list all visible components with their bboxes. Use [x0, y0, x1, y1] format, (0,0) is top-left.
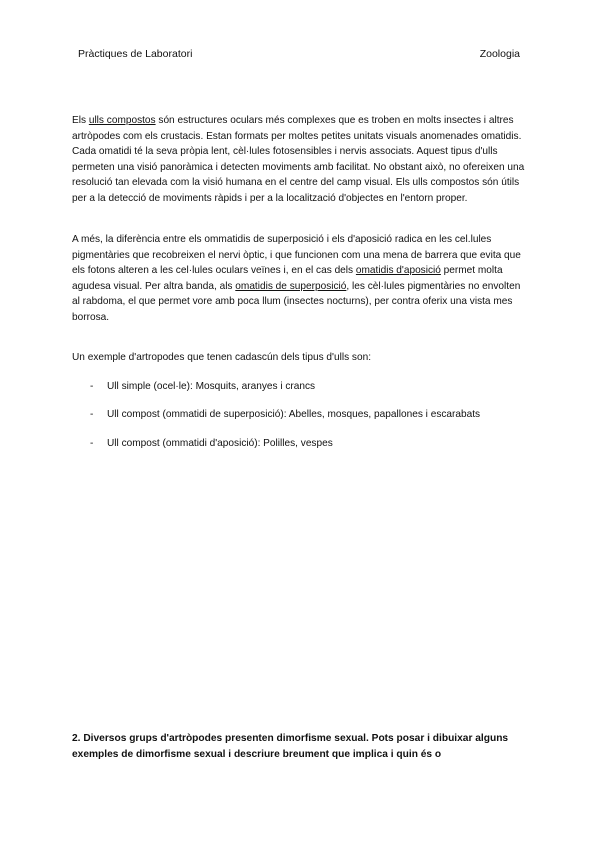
list-dash: -	[90, 409, 94, 420]
paragraph-compound-eyes	[72, 113, 528, 206]
list-item-text: Ull compost (ommatidi d'aposició): Polilles, vespes	[107, 438, 333, 449]
paragraph-ommatidia-difference	[72, 232, 528, 325]
list-dash: -	[90, 381, 94, 392]
link-omatidis-superposicio[interactable]: omatidis de superposició	[235, 280, 347, 292]
paragraph2-part1: A més, la diferència entre els ommatidis de superposició i els d'aposició radica en les cel.lules pigmentàries que recobreixen el nervi òptic, i que funcionen com una mena de barrera que evita que els fotons alteren a les cel·lules oculars veïnes i, en el cas dels	[72, 234, 521, 276]
header-subject: Zoologia	[479, 48, 520, 60]
examples-intro: Un exemple d'artropodes que tenen cadascún dels tipus d'ulls son:	[72, 352, 372, 363]
list-item-text: Ull compost (ommatidi de superposició): Abelles, mosques, papallones i escarabats	[107, 409, 481, 420]
paragraph2-part2: permet molta agudesa visual. Per altra banda, als	[72, 265, 503, 292]
link-ulls-compostos[interactable]: ulls compostos	[88, 115, 156, 126]
paragraph1-post: són estructures oculars més complexes que es troben en molts insectes i altres artròpodes com els crustacis. Estan formats per moltes petites unitats visuals anomenades omatidis. Cada omatidi té la seva pròpia lent, cèl·lules fotosensibles i nervis associats. Aquest tipus d'ulls permeten una visió panoràmica i detecten moviments amb facilitat. No obstant això, no ofereixen una resolució tan elevada com la visió humana en el centre del camp visual. Els ulls compostos són útils per a la detecció de moviments ràpids i per a la localització d'objectes en l'entorn proper.	[72, 115, 525, 204]
question-2-heading: 2. Diversos grups d'artròpodes presenten dimorfisme sexual. Pots posar i dibuixar alguns exemples de dimorfisme sexual i descriure breument que implica i quin és o	[72, 733, 509, 760]
paragraph2-part3: , les cèl·lules pigmentàries no envolten al rabdoma, el que permet vore amb poca llum (insectes nocturns), per contra oferix una vista mes borrosa.	[72, 280, 521, 323]
list-dash: -	[90, 438, 94, 449]
paragraph1-pre: Els	[72, 115, 89, 126]
list-item-text: Ull simple (ocel·le): Mosquits, aranyes i crancs	[107, 381, 316, 392]
header-course-title: Pràctiques de Laboratori	[78, 48, 193, 60]
link-omatidis-aposicio[interactable]: omatidis d'aposició	[355, 265, 441, 276]
